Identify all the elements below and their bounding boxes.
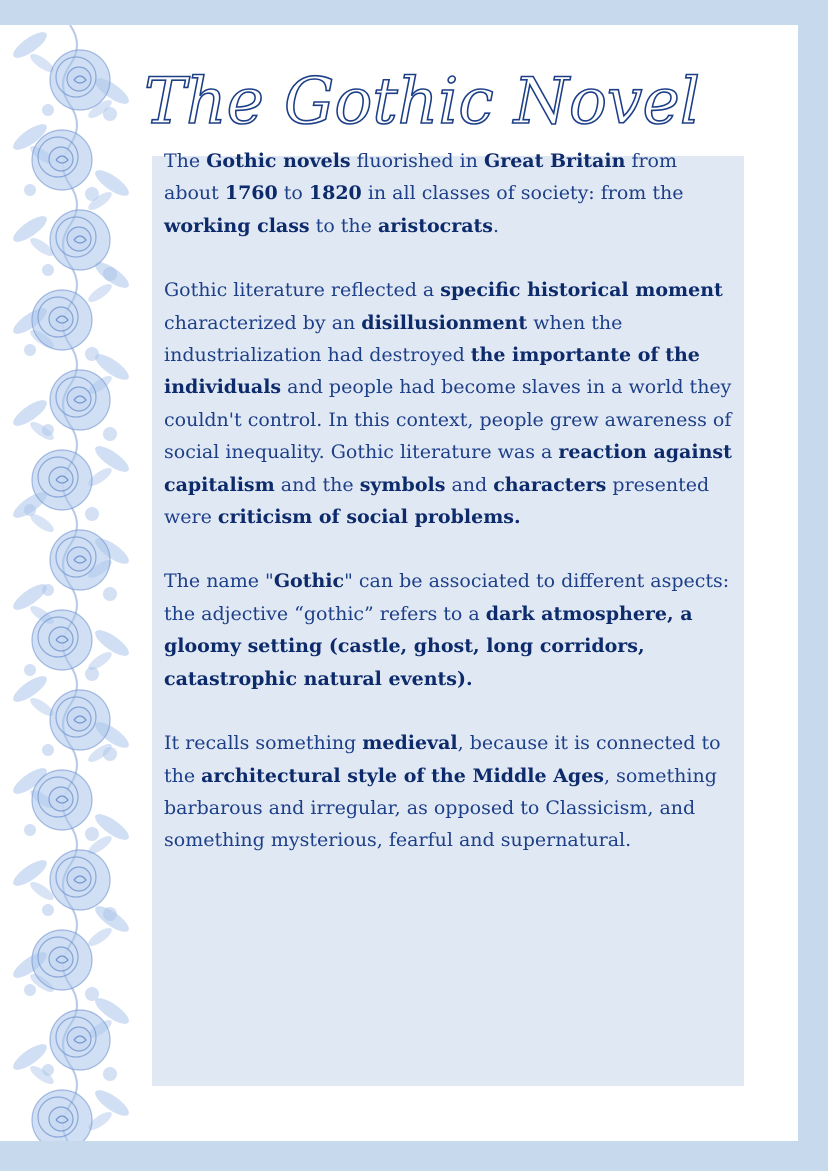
floral-rose-border <box>0 25 140 1141</box>
paragraph-1 <box>164 145 736 242</box>
rose-vine-illustration <box>0 25 140 1141</box>
paragraph-text: to the <box>309 214 378 237</box>
paragraph-text: to <box>277 182 309 205</box>
rose-icon <box>24 610 99 681</box>
highlight-text: working class <box>164 214 310 237</box>
highlight-text: 1820 <box>308 182 362 205</box>
paragraph-text: and the <box>274 473 360 496</box>
paragraph-text: from about <box>164 150 678 205</box>
paragraph-3 <box>164 565 736 695</box>
rose-icon <box>24 930 99 1001</box>
highlight-text: Great Britain <box>483 150 626 172</box>
highlight-text: dark atmosphere, a gloomy setting (castle, ghost, long corridors, catastrophic natural events). <box>164 602 693 690</box>
paragraph-text: and people had become slaves in a world they couldn't control. In this context, people grew awareness of social inequality. Gothic literature was a <box>164 376 732 464</box>
leaf-icon <box>10 396 51 430</box>
leaf-icon <box>92 442 133 476</box>
paragraph-text: It recalls something <box>164 732 363 755</box>
paragraph-text: " can be associated to different aspects: the adjective “gothic” refers to a <box>164 570 730 625</box>
paragraph-text: , because it is connected to the <box>164 732 721 787</box>
paragraph-text: in all classes of society: from the <box>361 182 684 205</box>
rose-icon <box>24 1090 99 1141</box>
paragraph-text: Gothic literature reflected a <box>164 279 441 302</box>
leaf-icon <box>92 626 133 660</box>
paragraph-text: The name " <box>164 570 274 593</box>
paragraph-text: fluorished in <box>350 150 484 172</box>
leaf-icon <box>92 1086 133 1120</box>
highlight-text: aristocrats <box>377 214 494 237</box>
paragraph-text: The <box>164 150 207 172</box>
rose-icon <box>42 850 117 921</box>
leaf-icon <box>10 856 51 890</box>
rose-icon <box>24 290 99 361</box>
paragraph-text: , something barbarous and irregular, as opposed to Classicism, and something mysterious, fearful and supernatural. <box>164 764 717 852</box>
paragraph-text: and <box>445 473 494 496</box>
leaf-icon <box>10 28 51 62</box>
highlight-text: characters <box>493 473 607 496</box>
paragraph-text: characterized by an <box>164 311 362 334</box>
highlight-text: symbols <box>359 473 446 496</box>
rose-icon <box>24 450 99 521</box>
paragraph-2 <box>164 274 736 533</box>
highlight-text: criticism of social problems. <box>217 506 521 529</box>
rose-icon <box>42 690 117 761</box>
leaf-icon <box>86 281 115 305</box>
paragraph-text: presented were <box>164 473 710 529</box>
highlight-text: medieval <box>362 732 458 755</box>
rose-icon <box>42 50 117 121</box>
leaf-icon <box>10 212 51 246</box>
page-title <box>140 45 720 155</box>
leaf-icon <box>92 810 133 844</box>
highlight-text: the importante of the individuals <box>164 344 700 399</box>
page-title-text: The Gothic Novel <box>144 65 700 139</box>
highlight-text: Gothic <box>273 570 345 593</box>
highlight-text: disillusionment <box>361 311 528 334</box>
highlight-text: specific historical moment <box>440 279 723 302</box>
highlight-text: architectural style of the Middle Ages <box>201 764 604 787</box>
body-text <box>164 145 736 889</box>
highlight-text: 1760 <box>224 182 278 205</box>
leaf-icon <box>10 580 51 614</box>
paragraph-text: when the industrialization had destroyed <box>164 311 623 367</box>
paragraph-text: . <box>493 214 500 237</box>
highlight-text: Gothic novels <box>206 150 351 172</box>
leaf-icon <box>86 925 115 949</box>
paragraph-4 <box>164 727 736 857</box>
leaf-icon <box>10 672 51 706</box>
highlight-text: reaction against capitalism <box>164 441 732 496</box>
rose-icon <box>42 210 117 281</box>
